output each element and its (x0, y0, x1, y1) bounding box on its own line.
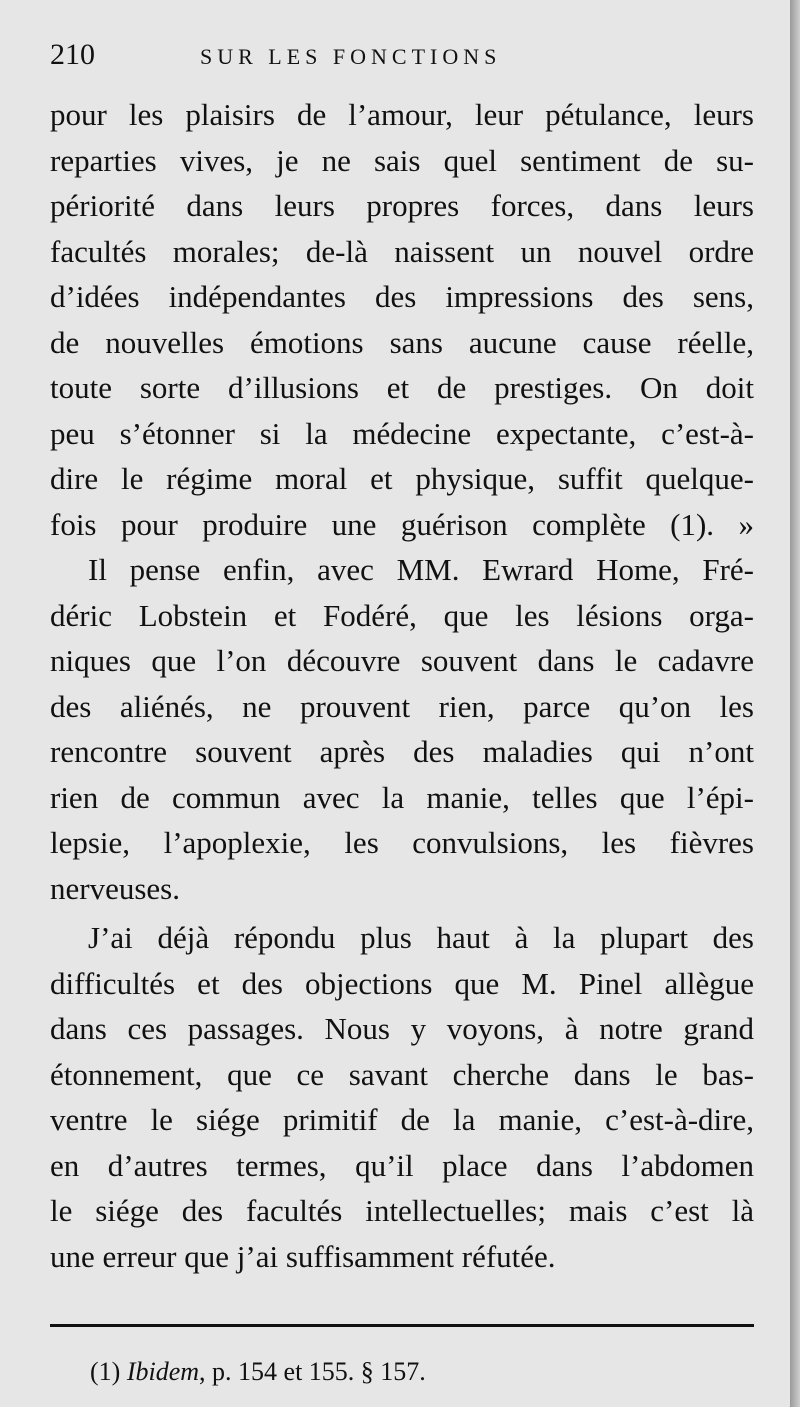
text-line: facultés morales; de-là naissent un nouvel ordre (50, 233, 754, 269)
text-line: J’ai déjà répondu plus haut à la plupart des (88, 920, 754, 955)
paragraph-1 (50, 92, 754, 547)
text-line: lepsie, l’apoplexie, les convulsions, les fièvres (50, 825, 754, 860)
text-line: niques que l’on découvre souvent dans le cadavre (50, 643, 754, 678)
text-line: une erreur que j’ai suffisamment réfutée. (50, 1238, 556, 1274)
paragraph-2 (50, 547, 754, 911)
text-line: dans ces passages. Nous y voyons, à notre grand (50, 1011, 754, 1046)
text-line: Il pense enfin, avec MM. Ewrard Home, Fré- (88, 552, 754, 587)
text-line: toute sorte d’illusions et de prestiges. On doit (50, 370, 754, 405)
text-line: nerveuses. (50, 870, 180, 906)
footnote-text: , p. 154 et 155. § 157. (199, 1357, 426, 1386)
text-line: difficultés et des objections que M. Pinel allègue (50, 965, 754, 1001)
text-line: dire le régime moral et physique, suffit quelque- (50, 461, 754, 496)
text-line: pour les plaisirs de l’amour, leur pétulance, leurs (50, 97, 754, 132)
paragraph-3 (50, 915, 754, 1279)
text-line: de nouvelles émotions sans aucune cause réelle, (50, 324, 754, 360)
text-line: ventre le siége primitif de la manie, c’est-à-dire, (50, 1102, 754, 1137)
text-line: le siége des facultés intellectuelles; mais c’est là (50, 1193, 754, 1228)
footnote-rule (50, 1324, 754, 1327)
page-number: 210 (50, 38, 95, 71)
page-edge (790, 0, 800, 1407)
text-line: des aliénés, ne prouvent rien, parce qu’on les (50, 688, 754, 724)
text-line: reparties vives, je ne sais quel sentiment de su- (50, 142, 754, 178)
footnote-reference: Ibidem (126, 1357, 200, 1386)
footnote-marker: (1) (90, 1357, 121, 1386)
footnote (50, 1357, 750, 1387)
text-line: fois pour produire une guérison complète (1). » (50, 506, 754, 542)
text-line: rencontre souvent après des maladies qui n’ont (50, 734, 754, 769)
text-line: en d’autres termes, qu’il place dans l’abdomen (50, 1147, 754, 1183)
text-line: étonnement, que ce savant cherche dans le bas- (50, 1056, 754, 1092)
text-line: peu s’étonner si la médecine expectante, c’est-à- (50, 415, 754, 451)
text-line: périorité dans leurs propres forces, dans leurs (50, 188, 754, 223)
page-body (50, 92, 754, 1279)
text-line: d’idées indépendantes des impressions des sens, (50, 279, 754, 314)
text-line: rien de commun avec la manie, telles que l’épi- (50, 779, 754, 815)
running-head: SUR LES FONCTIONS (200, 44, 502, 69)
text-line: déric Lobstein et Fodéré, que les lésions orga- (50, 597, 754, 633)
page-header (50, 38, 750, 88)
